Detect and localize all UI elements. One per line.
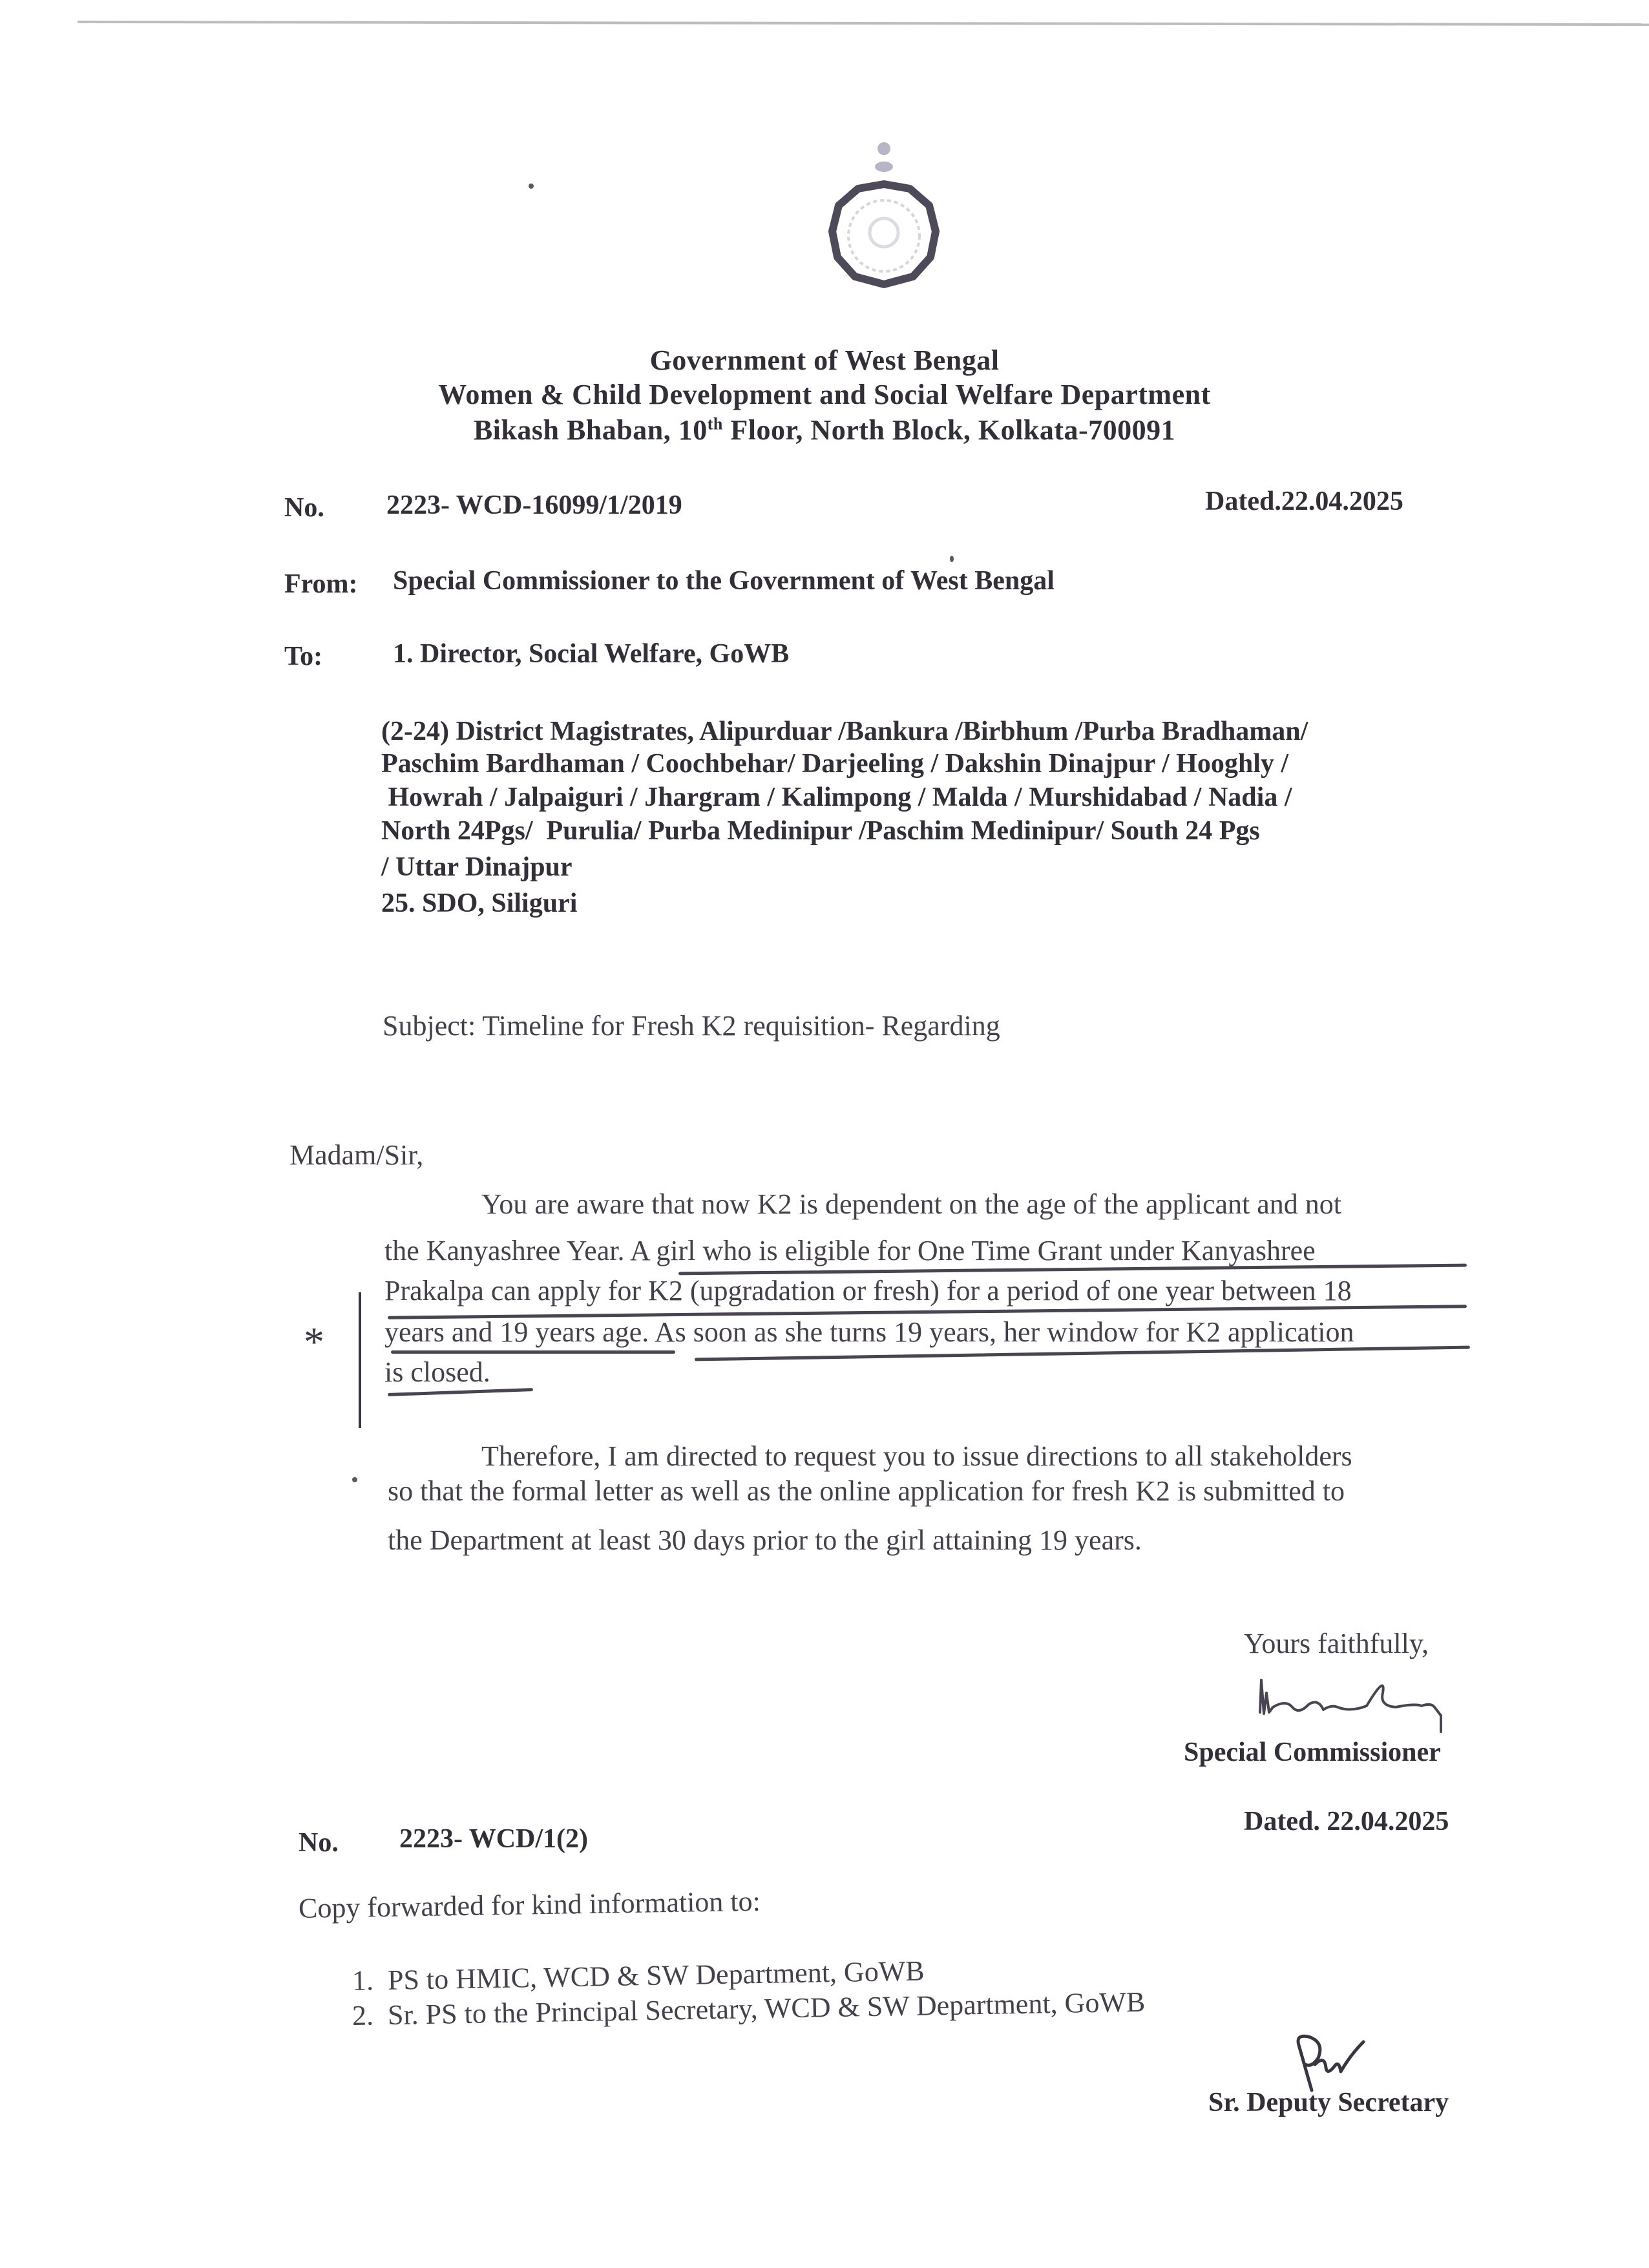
closing-signatory: Special Commissioner xyxy=(1184,1738,1441,1767)
copy-intro: Copy forwarded for kind information to: xyxy=(298,1885,761,1924)
body-para1-line: You are aware that now K2 is dependent on the age of the applicant and not xyxy=(481,1188,1342,1220)
government-emblem-icon xyxy=(819,129,949,310)
scan-speck xyxy=(352,1477,357,1482)
special-commissioner-signature xyxy=(1247,1667,1473,1738)
copy-recipient-number: 2. xyxy=(352,1999,374,2032)
letterhead-department: Women & Child Development and Social Welfare Department xyxy=(438,379,1211,410)
to-recipient-line: (2-24) District Magistrates, Alipurduar /Bankura /Birbhum /Purba Bradhaman/ xyxy=(381,717,1308,746)
handwritten-underline xyxy=(388,1388,533,1396)
copy-recipient-number: 1. xyxy=(352,1964,374,1997)
to-recipient-line: / Uttar Dinajpur xyxy=(381,852,572,882)
margin-asterisk-icon: * xyxy=(304,1319,324,1365)
to-recipient-1: 1. Director, Social Welfare, GoWB xyxy=(393,639,790,669)
from-label: From: xyxy=(284,569,358,599)
body-para1-line: the Kanyashree Year. A girl who is eligible for One Time Grant under Kanyashree xyxy=(384,1235,1316,1266)
letterhead-address: Bikash Bhaban, 10th Floor, North Block, Kolkata-700091 xyxy=(473,414,1176,446)
to-recipient-line: Howrah / Jalpaiguri / Jhargram / Kalimpong / Malda / Murshidabad / Nadia / xyxy=(381,782,1292,812)
scan-speck xyxy=(529,184,534,189)
memo-no-label: No. xyxy=(284,493,324,523)
from-value: Special Commissioner to the Government of West Bengal xyxy=(393,566,1055,596)
salutation: Madam/Sir, xyxy=(289,1139,424,1171)
to-recipient-line: North 24Pgs/ Purulia/ Purba Medinipur /Paschim Medinipur/ South 24 Pgs xyxy=(381,816,1260,846)
valediction: Yours faithfully, xyxy=(1244,1628,1429,1659)
margin-bracket-line xyxy=(359,1292,361,1428)
body-para1-line: is closed. xyxy=(384,1356,490,1388)
copy-signatory: Sr. Deputy Secretary xyxy=(1208,2088,1449,2117)
closing-date: Dated. 22.04.2025 xyxy=(1244,1807,1449,1836)
copy-recipient-text: Sr. PS to the Principal Secretary, WCD & SW Department, GoWB xyxy=(387,1986,1146,2032)
to-recipient-line: Paschim Bardhaman / Coochbehar/ Darjeeling / Dakshin Dinajpur / Hooghly / xyxy=(381,749,1289,779)
scan-top-edge-line xyxy=(78,21,1649,26)
copy-no-label: No. xyxy=(299,1828,339,1858)
scan-speck xyxy=(950,556,954,562)
letterhead-government: Government of West Bengal xyxy=(649,344,1000,376)
body-para2-line: so that the formal letter as well as the online application for fresh K2 is submitted to xyxy=(388,1475,1345,1507)
memo-no-value: 2223- WCD-16099/1/2019 xyxy=(386,490,682,520)
body-para2-line: the Department at least 30 days prior to the girl attaining 19 years. xyxy=(388,1524,1142,1556)
handwritten-underline xyxy=(391,1350,675,1354)
body-para1-line: Prakalpa can apply for K2 (upgradation or fresh) for a period of one year between 18 xyxy=(384,1275,1352,1307)
copy-no-value: 2223- WCD/1(2) xyxy=(399,1824,589,1854)
body-para1-line: years and 19 years age. As soon as she turns 19 years, her window for K2 application xyxy=(384,1316,1354,1348)
memo-date: Dated.22.04.2025 xyxy=(1205,487,1403,516)
to-label: To: xyxy=(284,642,323,671)
to-recipient-line: 25. SDO, Siliguri xyxy=(381,888,578,918)
subject-line: Subject: Timeline for Fresh K2 requisition- Regarding xyxy=(383,1010,1000,1042)
copy-recipient-text: PS to HMIC, WCD & SW Department, GoWB xyxy=(387,1955,925,1997)
body-para2-line: Therefore, I am directed to request you to issue directions to all stakeholders xyxy=(481,1440,1352,1472)
